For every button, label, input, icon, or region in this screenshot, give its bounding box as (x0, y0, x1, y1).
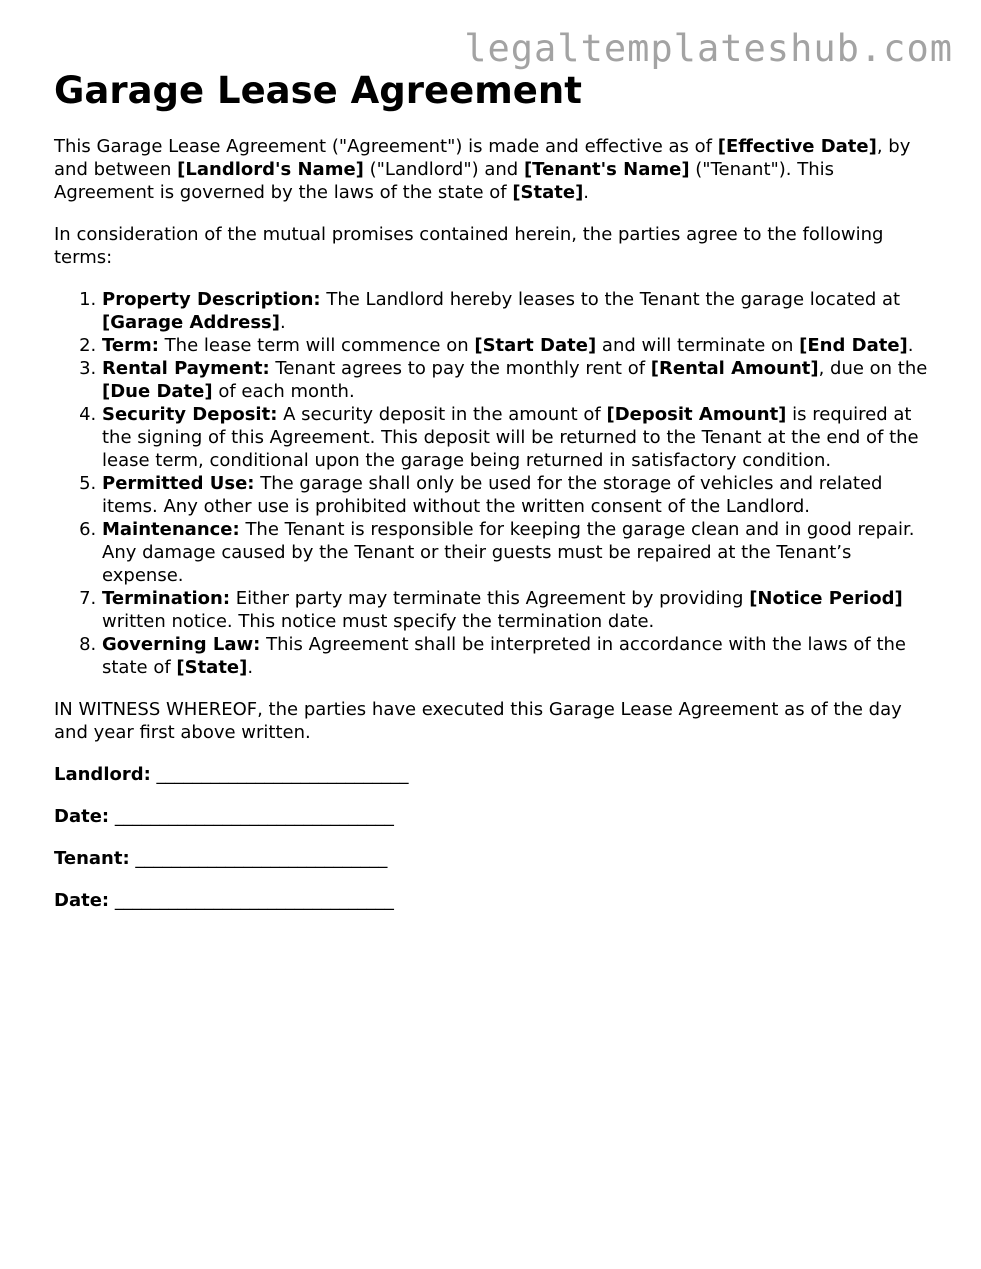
state-placeholder: [State] (512, 181, 584, 203)
term-text: The lease term will commence on (158, 334, 475, 356)
signature-label: Date: (54, 805, 110, 827)
state-placeholder: [State] (176, 656, 248, 678)
intro-text: , by and between (54, 135, 911, 180)
intro-text: ("Landlord") and (363, 158, 524, 180)
signature-label: Landlord: (54, 763, 151, 785)
intro-paragraph (54, 135, 934, 204)
start-date-placeholder: [Start Date] (474, 334, 597, 356)
term-text: . (907, 334, 914, 356)
signature-blank: ____________________________ (129, 847, 388, 869)
deposit-amount-placeholder: [Deposit Amount] (606, 403, 787, 425)
term-label: Property Description: (102, 288, 321, 310)
term-label: Maintenance: (102, 518, 240, 540)
due-date-placeholder: [Due Date] (102, 380, 213, 402)
term-label: Security Deposit: (102, 403, 278, 425)
term-text: A security deposit in the amount of (277, 403, 607, 425)
witness-paragraph: IN WITNESS WHEREOF, the parties have executed this Garage Lease Agreement as of the day and year first above written. (54, 698, 902, 743)
term-text: Tenant agrees to pay the monthly rent of (269, 357, 651, 379)
watermark: legaltemplateshub.com (464, 27, 953, 70)
term-security-deposit (102, 403, 934, 472)
term-text: The Tenant is responsible for keeping the garage clean and in good repair. Any damage caused by the Tenant or their guests must be repaired at the Tenant’s expense. (102, 518, 915, 586)
term-maintenance (102, 518, 934, 587)
term-property-description (102, 288, 934, 334)
term-governing-law (102, 633, 934, 679)
term-text: . (247, 656, 254, 678)
document-title: Garage Lease Agreement (54, 69, 582, 112)
term-text: , due on the (818, 357, 928, 379)
tenant-signature-line (54, 847, 934, 870)
document-page (54, 70, 934, 931)
tenant-name-placeholder: [Tenant's Name] (523, 158, 690, 180)
intro-text: This Garage Lease Agreement ("Agreement") is made and effective as of (54, 135, 718, 157)
term-text: written notice. This notice must specify the termination date. (102, 610, 655, 632)
consideration-paragraph: In consideration of the mutual promises contained herein, the parties agree to the following terms: (54, 223, 884, 268)
intro-text: ("Tenant"). This Agreement is governed by the laws of the state of (54, 158, 835, 203)
effective-date-placeholder: [Effective Date] (717, 135, 877, 157)
term-text: and will terminate on (596, 334, 800, 356)
intro-text: . (583, 181, 590, 203)
term-label: Governing Law: (102, 633, 261, 655)
signature-label: Tenant: (54, 847, 130, 869)
signature-label: Date: (54, 889, 110, 911)
landlord-name-placeholder: [Landlord's Name] (177, 158, 364, 180)
term-label: Termination: (102, 587, 231, 609)
term-text: of each month. (212, 380, 355, 402)
term-text: The garage shall only be used for the storage of vehicles and related items. Any other use is prohibited without the written consent of the Landlord. (102, 472, 883, 517)
end-date-placeholder: [End Date] (799, 334, 908, 356)
rental-amount-placeholder: [Rental Amount] (650, 357, 819, 379)
signature-blank: ____________________________ (150, 763, 409, 785)
term-text: . (279, 311, 286, 333)
term-text: This Agreement shall be interpreted in accordance with the laws of the state of (102, 633, 907, 678)
notice-period-placeholder: [Notice Period] (749, 587, 903, 609)
terms-list (54, 288, 934, 679)
signature-blank: _______________________________ (109, 889, 394, 911)
term-label: Rental Payment: (102, 357, 270, 379)
term-label: Permitted Use: (102, 472, 255, 494)
landlord-date-line (54, 805, 934, 828)
tenant-date-line (54, 889, 934, 912)
term-permitted-use (102, 472, 934, 518)
term-text: is required at the signing of this Agreement. This deposit will be returned to the Tenant at the end of the lease term, conditional upon the garage being returned in satisfactory condition. (102, 403, 919, 471)
term-rental-payment (102, 357, 934, 403)
term-text: Either party may terminate this Agreement by providing (230, 587, 750, 609)
term-text: The Landlord hereby leases to the Tenant the garage located at (320, 288, 901, 310)
term-termination (102, 587, 934, 633)
term-label: Term: (102, 334, 159, 356)
signature-blank: _______________________________ (109, 805, 394, 827)
term-term (102, 334, 934, 357)
landlord-signature-line (54, 763, 934, 786)
garage-address-placeholder: [Garage Address] (102, 311, 280, 333)
